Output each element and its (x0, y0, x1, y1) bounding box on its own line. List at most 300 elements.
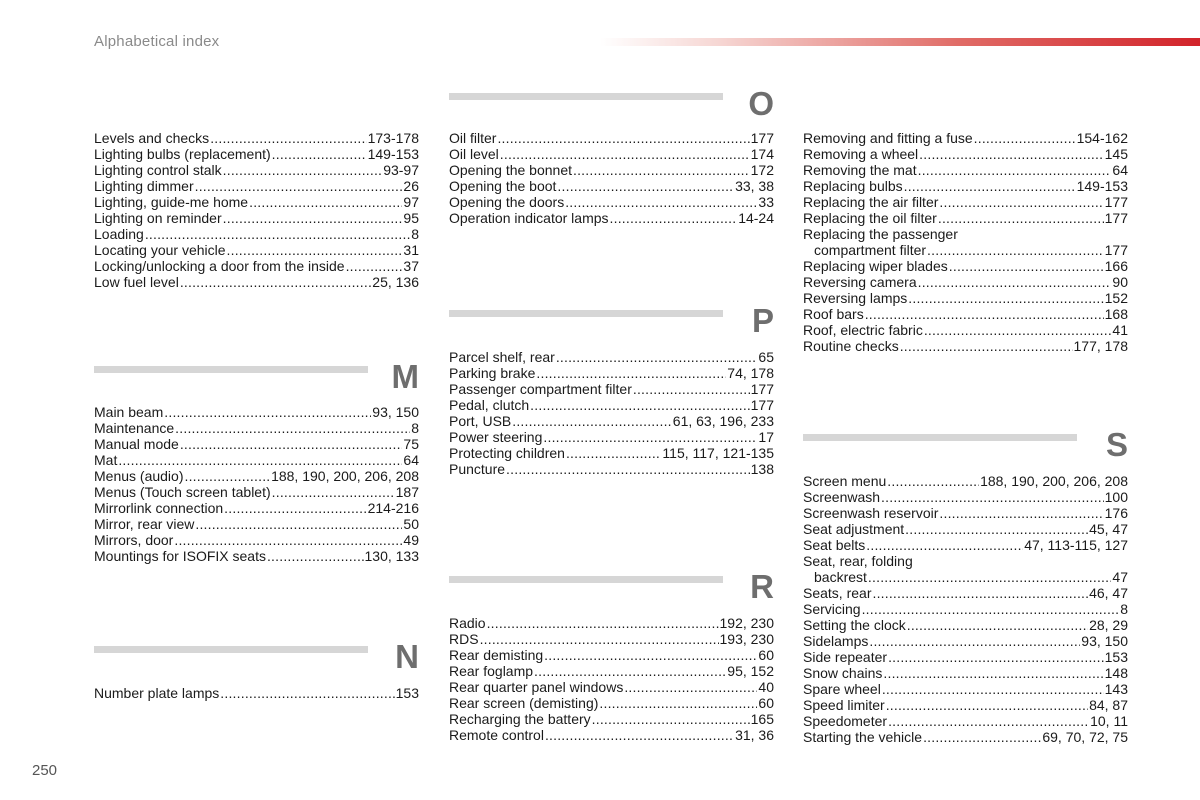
dot-leader (865, 306, 1104, 322)
entry-pages: 8 (411, 226, 419, 242)
entry-term: Rear foglamp (449, 663, 534, 679)
index-entry (94, 242, 419, 258)
index-entry (449, 615, 774, 631)
index-entry (803, 178, 1128, 194)
entry-term: Protecting children (449, 445, 565, 461)
dot-leader (174, 532, 402, 548)
header-title: Alphabetical index (94, 33, 220, 50)
entry-term: Recharging the battery (449, 711, 591, 727)
entry-term: compartment filter (814, 242, 927, 258)
entry-pages: 41 (1112, 322, 1128, 338)
entry-pages: 60 (758, 647, 774, 663)
entry-pages: 47 (1112, 569, 1128, 585)
dot-leader (862, 601, 1120, 617)
index-entry (803, 290, 1128, 306)
dot-leader (904, 178, 1076, 194)
entry-term: Parking brake (449, 365, 536, 381)
index-entry (94, 516, 419, 532)
entry-pages: 25, 136 (372, 274, 419, 290)
entry-pages: 31 (403, 242, 419, 258)
entry-pages: 214-216 (367, 500, 419, 516)
entry-pages: 130, 133 (364, 548, 419, 564)
index-entry (449, 695, 774, 711)
index-list-r-cont (803, 130, 1128, 354)
entry-pages: 152 (1104, 290, 1128, 306)
entry-pages: 177 (750, 397, 774, 413)
dot-leader (175, 420, 410, 436)
entry-pages: 177 (1104, 210, 1128, 226)
dot-leader (480, 631, 719, 647)
dot-leader (907, 617, 1088, 633)
entry-term: Pedal, clutch (449, 397, 530, 413)
entry-term: Rear demisting (449, 647, 544, 663)
entry-pages: 154-162 (1076, 130, 1128, 146)
entry-term: Mirrorlink connection (94, 500, 224, 516)
index-entry (803, 553, 1128, 569)
dot-leader (918, 274, 1112, 290)
entry-term: Seat adjustment (803, 521, 905, 537)
entry-term: Opening the doors (449, 194, 565, 210)
index-entry (449, 349, 774, 365)
section-rule (803, 434, 1077, 441)
dot-leader (633, 381, 750, 397)
entry-term: Speedometer (803, 713, 888, 729)
index-entry (449, 210, 774, 226)
dot-leader (543, 429, 757, 445)
dot-leader (939, 505, 1103, 521)
index-entry (803, 633, 1128, 649)
section-letter: R (750, 568, 774, 605)
entry-pages: 61, 63, 196, 233 (672, 413, 774, 429)
index-entry (449, 429, 774, 445)
entry-term: Lighting control stalk (94, 162, 222, 178)
dot-leader (534, 663, 726, 679)
index-entry (803, 210, 1128, 226)
entry-term: Side repeater (803, 649, 888, 665)
index-list-r (449, 615, 774, 743)
dot-leader (882, 681, 1104, 697)
entry-pages: 64 (403, 452, 419, 468)
entry-pages: 90 (1112, 274, 1128, 290)
index-entry (803, 713, 1128, 729)
dot-leader (227, 242, 403, 258)
dot-leader (544, 647, 757, 663)
entry-pages: 174 (750, 146, 774, 162)
entry-term: Manual mode (94, 436, 179, 452)
index-entry (449, 445, 774, 461)
entry-term: Reversing lamps (803, 290, 908, 306)
dot-leader (506, 461, 750, 477)
entry-pages: 14-24 (738, 210, 774, 226)
entry-term: Seats, rear (803, 585, 872, 601)
entry-term: Mountings for ISOFIX seats (94, 548, 266, 564)
entry-pages: 145 (1104, 146, 1128, 162)
entry-term: Screen menu (803, 473, 887, 489)
index-entry (803, 729, 1128, 745)
entry-term: Locating your vehicle (94, 242, 226, 258)
entry-pages: 100 (1104, 489, 1128, 505)
entry-term: Removing the mat (803, 162, 917, 178)
entry-pages: 177, 178 (1073, 338, 1128, 354)
index-entry (803, 274, 1128, 290)
entry-term: Spare wheel (803, 681, 881, 697)
entry-pages: 166 (1104, 258, 1128, 274)
dot-leader (185, 468, 271, 484)
dot-leader (927, 242, 1104, 258)
dot-leader (536, 365, 726, 381)
index-entry (94, 436, 419, 452)
entry-pages: 69, 70, 72, 75 (1042, 729, 1128, 745)
dot-leader (180, 274, 371, 290)
index-entry (449, 146, 774, 162)
dot-leader (556, 349, 758, 365)
entry-term: Lighting on reminder (94, 210, 222, 226)
index-entry (94, 500, 419, 516)
index-entry (803, 242, 1128, 258)
entry-term: Parcel shelf, rear (449, 349, 555, 365)
index-entry (449, 727, 774, 743)
entry-term: Menus (Touch screen tablet) (94, 484, 271, 500)
dot-leader (974, 130, 1076, 146)
index-entry (94, 404, 419, 420)
entry-pages: 168 (1104, 306, 1128, 322)
index-list-n (94, 685, 419, 701)
index-entry (449, 365, 774, 381)
entry-pages: 64 (1112, 162, 1128, 178)
entry-term: Remote control (449, 727, 544, 743)
entry-pages: 8 (1120, 601, 1128, 617)
index-entry (449, 162, 774, 178)
index-entry (803, 569, 1128, 585)
index-entry (803, 258, 1128, 274)
entry-term: Roof bars (803, 306, 864, 322)
dot-leader (210, 130, 366, 146)
entry-term: Opening the bonnet (449, 162, 572, 178)
entry-pages: 97 (403, 194, 419, 210)
index-entry (449, 413, 774, 429)
dot-leader (267, 548, 364, 564)
entry-pages: 165 (750, 711, 774, 727)
dot-leader (610, 210, 738, 226)
entry-term: Radio (449, 615, 486, 631)
dot-leader (224, 500, 366, 516)
entry-term: Mirror, rear view (94, 516, 195, 532)
index-entry (803, 521, 1128, 537)
dot-leader (530, 397, 749, 413)
index-entry (803, 226, 1128, 242)
entry-term: Puncture (449, 461, 506, 477)
dot-leader (939, 194, 1103, 210)
section-rule (449, 576, 723, 583)
index-entry (94, 548, 419, 564)
index-entry (449, 647, 774, 663)
dot-leader (512, 413, 672, 429)
entry-pages: 188, 190, 200, 206, 208 (980, 473, 1128, 489)
entry-term: Oil filter (449, 130, 497, 146)
entry-term: Removing and fitting a fuse (803, 130, 973, 146)
entry-term: Roof, electric fabric (803, 322, 923, 338)
entry-pages: 95 (403, 210, 419, 226)
entry-pages: 192, 230 (719, 615, 774, 631)
index-entry (803, 473, 1128, 489)
dot-leader (872, 585, 1088, 601)
entry-term: Speed limiter (803, 697, 885, 713)
entry-term: Power steering (449, 429, 543, 445)
entry-pages: 177 (750, 381, 774, 397)
dot-leader (180, 436, 403, 452)
dot-leader (566, 445, 661, 461)
entry-pages: 33 (758, 194, 774, 210)
entry-term: Mat (94, 452, 118, 468)
index-entry (449, 711, 774, 727)
entry-pages: 177 (1104, 194, 1128, 210)
dot-leader (868, 569, 1112, 585)
dot-leader (908, 290, 1103, 306)
dot-leader (145, 226, 410, 242)
entry-pages: 176 (1104, 505, 1128, 521)
section-letter: S (1105, 426, 1128, 463)
entry-term: backrest (814, 569, 867, 585)
entry-term: Setting the clock (803, 617, 906, 633)
dot-leader (195, 178, 403, 194)
index-entry (803, 306, 1128, 322)
index-entry (449, 381, 774, 397)
index-entry (94, 130, 419, 146)
entry-pages: 47, 113-115, 127 (1024, 537, 1128, 553)
entry-term: Snow chains (803, 665, 883, 681)
index-entry (803, 601, 1128, 617)
dot-leader (118, 452, 402, 468)
entry-term: Menus (audio) (94, 468, 184, 484)
entry-term: Number plate lamps (94, 685, 220, 701)
dot-leader (565, 194, 757, 210)
entry-term: Servicing (803, 601, 861, 617)
entry-term: Starting the vehicle (803, 729, 923, 745)
entry-term: Reversing camera (803, 274, 917, 290)
entry-pages: 75 (403, 436, 419, 452)
entry-pages: 143 (1104, 681, 1128, 697)
index-entry (449, 663, 774, 679)
section-rule (449, 310, 723, 317)
entry-pages: 93, 150 (1081, 633, 1128, 649)
dot-leader (557, 178, 734, 194)
dot-leader (900, 338, 1073, 354)
index-entry (803, 505, 1128, 521)
index-entry (94, 274, 419, 290)
index-entry (803, 194, 1128, 210)
entry-pages: 31, 36 (735, 727, 774, 743)
index-entry (803, 338, 1128, 354)
dot-leader (272, 484, 395, 500)
index-entry (803, 617, 1128, 633)
section-letter: O (748, 85, 774, 122)
entry-term: Routine checks (803, 338, 899, 354)
entry-term: Levels and checks (94, 130, 210, 146)
entry-term: Sidelamps (803, 633, 869, 649)
entry-pages: 49 (403, 532, 419, 548)
index-entry (449, 194, 774, 210)
entry-term: Passenger compartment filter (449, 381, 632, 397)
dot-leader (918, 162, 1112, 178)
entry-pages: 37 (403, 258, 419, 274)
section-rule (94, 646, 368, 653)
entry-pages: 95, 152 (727, 663, 774, 679)
index-entry (94, 146, 419, 162)
entry-pages: 177 (750, 130, 774, 146)
entry-pages: 60 (758, 695, 774, 711)
section-rule (94, 366, 368, 373)
page-number: 250 (32, 762, 58, 779)
index-entry (94, 162, 419, 178)
dot-leader (886, 697, 1088, 713)
dot-leader (497, 130, 749, 146)
entry-pages: 177 (1104, 242, 1128, 258)
index-entry (94, 210, 419, 226)
index-list-s (803, 473, 1128, 745)
entry-term: Main beam (94, 404, 164, 420)
entry-term: Replacing the passenger (803, 226, 958, 242)
index-entry (449, 130, 774, 146)
entry-pages: 93-97 (383, 162, 419, 178)
index-entry (94, 420, 419, 436)
index-entry (449, 397, 774, 413)
dot-leader (949, 258, 1104, 274)
index-entry (803, 130, 1128, 146)
index-entry (449, 461, 774, 477)
dot-leader (573, 162, 750, 178)
dot-leader (919, 146, 1103, 162)
entry-term: Screenwash (803, 489, 881, 505)
entry-pages: 40 (758, 679, 774, 695)
dot-leader (195, 516, 402, 532)
entry-term: Port, USB (449, 413, 512, 429)
entry-pages: 28, 29 (1089, 617, 1128, 633)
index-list-l (94, 130, 419, 290)
index-entry (803, 162, 1128, 178)
dot-leader (220, 685, 394, 701)
index-entry (803, 681, 1128, 697)
entry-pages: 153 (1104, 649, 1128, 665)
entry-pages: 188, 190, 200, 206, 208 (271, 468, 419, 484)
index-entry (803, 649, 1128, 665)
entry-term: Replacing the air filter (803, 194, 939, 210)
entry-term: Replacing bulbs (803, 178, 903, 194)
dot-leader (223, 162, 383, 178)
entry-term: Rear screen (demisting) (449, 695, 599, 711)
index-entry (94, 226, 419, 242)
dot-leader (866, 537, 1023, 553)
entry-term: Seat, rear, folding (803, 553, 913, 569)
entry-pages: 187 (395, 484, 419, 500)
index-entry (803, 489, 1128, 505)
entry-pages: 149-153 (367, 146, 419, 162)
index-entry (803, 537, 1128, 553)
section-rule (449, 93, 723, 100)
index-entry (94, 468, 419, 484)
dot-leader (249, 194, 402, 210)
entry-pages: 115, 117, 121-135 (662, 445, 774, 461)
dot-leader (624, 679, 757, 695)
entry-term: Lighting bulbs (replacement) (94, 146, 271, 162)
index-entry (449, 679, 774, 695)
dot-leader (887, 473, 979, 489)
index-entry (94, 258, 419, 274)
index-entry (94, 532, 419, 548)
index-entry (94, 685, 419, 701)
entry-pages: 173-178 (367, 130, 419, 146)
entry-term: Opening the boot (449, 178, 557, 194)
entry-term: Operation indicator lamps (449, 210, 609, 226)
entry-pages: 193, 230 (719, 631, 774, 647)
section-letter: P (751, 302, 774, 339)
entry-pages: 50 (403, 516, 419, 532)
dot-leader (487, 615, 719, 631)
dot-leader (500, 146, 750, 162)
entry-term: Rear quarter panel windows (449, 679, 624, 695)
entry-term: Mirrors, door (94, 532, 174, 548)
dot-leader (545, 727, 734, 743)
index-entry (803, 322, 1128, 338)
entry-pages: 172 (750, 162, 774, 178)
dot-leader (164, 404, 371, 420)
entry-term: Lighting, guide-me home (94, 194, 249, 210)
index-entry (449, 178, 774, 194)
index-entry (94, 452, 419, 468)
index-entry (94, 484, 419, 500)
dot-leader (272, 146, 367, 162)
entry-pages: 33, 38 (735, 178, 774, 194)
index-list-o (449, 130, 774, 226)
dot-leader (346, 258, 403, 274)
dot-leader (881, 489, 1104, 505)
index-entry (803, 697, 1128, 713)
entry-pages: 148 (1104, 665, 1128, 681)
index-entry (803, 146, 1128, 162)
dot-leader (924, 322, 1112, 338)
dot-leader (888, 713, 1089, 729)
entry-pages: 138 (750, 461, 774, 477)
entry-pages: 26 (403, 178, 419, 194)
header-accent-bar (600, 38, 1200, 46)
entry-term: Low fuel level (94, 274, 179, 290)
entry-pages: 149-153 (1076, 178, 1128, 194)
index-list-p (449, 349, 774, 477)
entry-pages: 10, 11 (1090, 713, 1128, 729)
index-entry (449, 631, 774, 647)
entry-pages: 93, 150 (372, 404, 419, 420)
dot-leader (592, 711, 750, 727)
entry-pages: 74, 178 (727, 365, 774, 381)
entry-pages: 46, 47 (1089, 585, 1128, 601)
dot-leader (223, 210, 403, 226)
index-entry (803, 665, 1128, 681)
dot-leader (938, 210, 1104, 226)
entry-term: Replacing the oil filter (803, 210, 937, 226)
entry-term: Lighting dimmer (94, 178, 194, 194)
section-letter: N (395, 638, 419, 675)
entry-term: Oil level (449, 146, 499, 162)
entry-pages: 17 (758, 429, 774, 445)
entry-pages: 153 (395, 685, 419, 701)
dot-leader (923, 729, 1041, 745)
section-letter: M (391, 358, 419, 395)
entry-pages: 45, 47 (1089, 521, 1128, 537)
entry-term: Seat belts (803, 537, 866, 553)
entry-term: RDS (449, 631, 479, 647)
index-list-m (94, 404, 419, 564)
entry-term: Removing a wheel (803, 146, 919, 162)
dot-leader (599, 695, 757, 711)
